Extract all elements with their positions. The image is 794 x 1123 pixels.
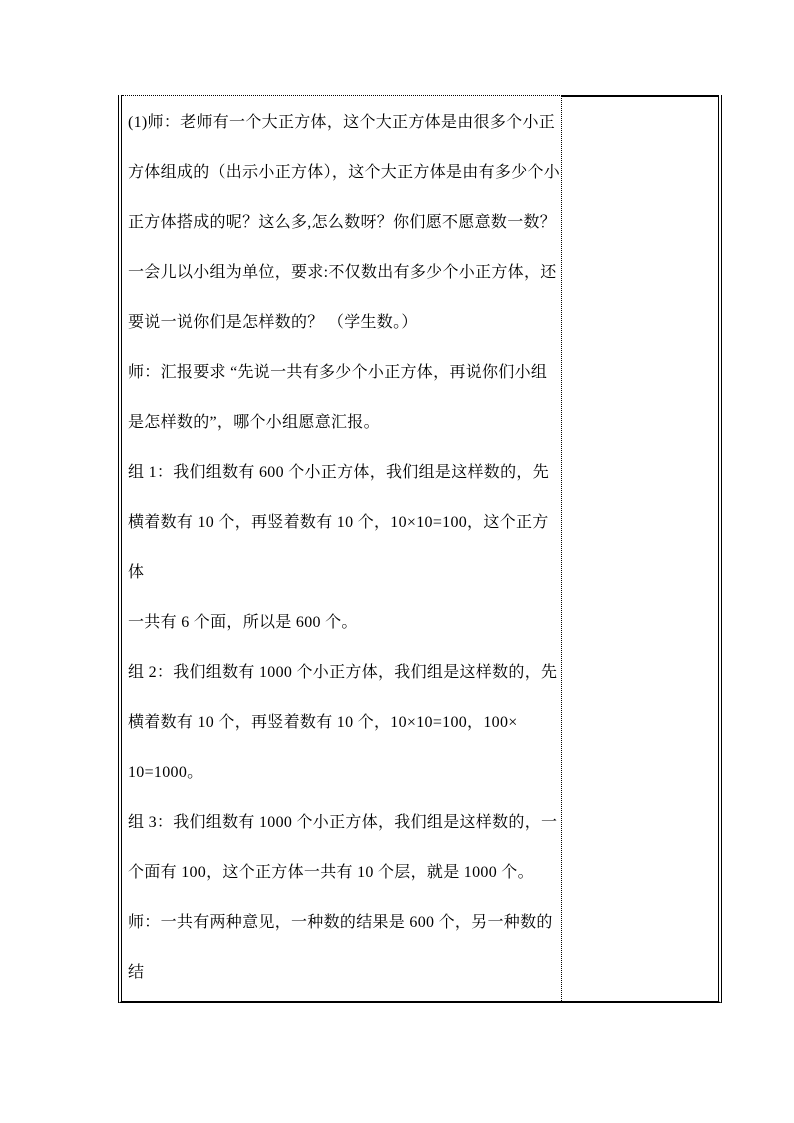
text-line: 横着数有 10 个，再竖着数有 10 个，10×10=100，这个正方 (128, 514, 549, 531)
text-line: 组 2：我们组数有 1000 个小正方体，我们组是这样数的，先 (128, 664, 558, 681)
text-line: (1)师：老师有一个大正方体，这个大正方体是由很多个小正 (128, 114, 556, 131)
paragraph-group-3 (128, 798, 558, 898)
text-line: 10=1000。 (128, 764, 204, 781)
paragraph-teacher-intro (128, 98, 561, 348)
paragraph-teacher-summary (128, 898, 558, 998)
paragraph-teacher-report-request (128, 348, 558, 448)
lesson-plan-table (118, 95, 722, 1003)
text-line: 组 1：我们组数有 600 个小正方体，我们组是这样数的，先 (128, 464, 550, 481)
text-line: 结 (128, 964, 145, 981)
text-line: 一共有 6 个面，所以是 600 个。 (128, 614, 358, 631)
text-line: 横着数有 10 个，再竖着数有 10 个，10×10=100，100× (128, 714, 518, 731)
text-line: 组 3：我们组数有 1000 个小正方体，我们组是这样数的，一 (128, 814, 558, 831)
text-line: 师：汇报要求 “先说一共有多少个小正方体，再说你们小组 (128, 364, 548, 381)
text-line: 体 (128, 564, 145, 581)
text-line: 正方体搭成的呢？这么多,怎么数呀？你们愿不愿意数一数？ (128, 214, 557, 231)
notes-cell (562, 95, 718, 1001)
paragraph-group-2 (128, 648, 558, 798)
text-line: 一会儿以小组为单位，要求:不仅数出有多少个小正方体，还 (128, 264, 557, 281)
dialogue-cell (122, 95, 562, 1001)
text-line: 是怎样数的”，哪个小组愿意汇报。 (128, 414, 380, 431)
paragraph-group-1-conclusion (128, 598, 558, 648)
text-line: 方体组成的（出示小正方体），这个大正方体是由有多少个小 (128, 164, 561, 181)
paragraph-group-1 (128, 448, 558, 598)
text-line: 要说一说你们是怎样数的？ （学生数。） (128, 314, 418, 331)
text-line: 个面有 100，这个正方体一共有 10 个层，就是 1000 个。 (128, 864, 534, 881)
text-line: 师：一共有两种意见，一种数的结果是 600 个，另一种数的 (128, 914, 553, 931)
